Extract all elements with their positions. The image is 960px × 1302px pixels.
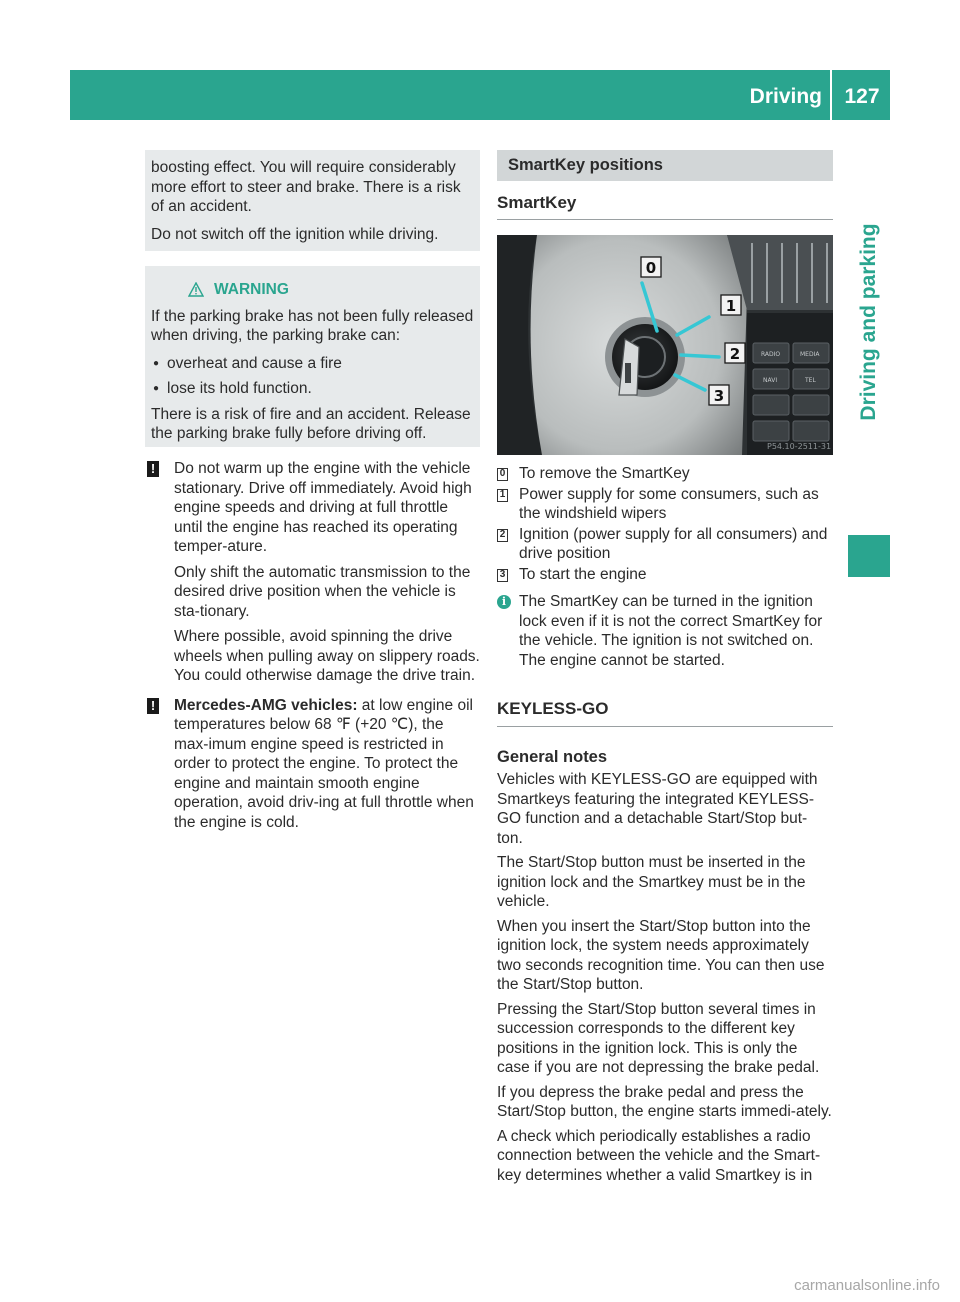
button-label-media: MEDIA: [800, 351, 820, 358]
bullet-icon: ●: [153, 383, 160, 394]
right-column: [497, 150, 833, 1190]
key-position-icon: 0: [497, 468, 508, 481]
callout-0: 0: [645, 259, 657, 277]
caution-box: [145, 150, 480, 251]
warning-box: [145, 266, 480, 447]
note-bold-lead: Mercedes-AMG vehicles:: [174, 696, 358, 714]
note-paragraph: Only shift the automatic transmission to the desired drive position when the vehicle is sta-tionary.: [174, 563, 471, 620]
list-item-text: To start the engine: [519, 565, 647, 583]
exclamation-icon: !: [147, 698, 159, 714]
list-item: [497, 485, 833, 524]
ignition-lock-photo: [497, 235, 833, 455]
list-item: [497, 525, 833, 564]
warning-intro: If the parking brake has not been fully released when driving, the parking brake can:: [151, 307, 474, 344]
photo-code: P54.10-2511-31: [767, 442, 832, 451]
callout-1: 1: [725, 297, 737, 315]
warning-outro: There is a risk of fire and an accident. Release the parking brake fully before driving off.: [151, 405, 471, 442]
key-position-list: [497, 464, 833, 584]
note-block: [145, 459, 480, 686]
body-paragraph: The Start/Stop button must be inserted in the ignition lock and the Smartkey must be in the vehicle.: [497, 854, 806, 910]
list-item-text: overheat and cause a fire: [167, 354, 342, 372]
button-label-navi: NAVI: [763, 377, 778, 384]
caution-paragraph: boosting effect. You will require considerably more effort to steer and brake. There is a risk of an accident.: [151, 159, 461, 215]
list-item: [151, 379, 474, 399]
chapter-title: Driving: [749, 85, 822, 108]
page-number: 127: [844, 85, 880, 108]
note-paragraph: [174, 696, 480, 833]
left-column: [145, 150, 480, 838]
ignition-lock-illustration: [497, 235, 833, 455]
body-paragraph: When you insert the Start/Stop button into the ignition lock, the system needs approximately two seconds recognition time. You can then use the Start/Stop button.: [497, 917, 825, 993]
body-paragraph: Vehicles with KEYLESS-GO are equipped with Smartkeys featuring the integrated KEYLESS-GO function and a detachable Start/Stop but-ton.: [497, 771, 818, 847]
key-position-icon: 3: [497, 569, 508, 582]
list-item: [497, 565, 833, 585]
list-item-text: Power supply for some consumers, such as the windshield wipers: [519, 485, 819, 522]
body-paragraph: If you depress the brake pedal and press the Start/Stop button, the engine starts immedi-ately.: [497, 1083, 832, 1120]
note-text: at low engine oil temperatures below 68 ℉ (+20 ℃), the max-imum engine speed is restricted in order to protect the engine. To protect the engine and maintain smooth engine operation, avoid driv-ing at full throttle when the engine is cold.: [174, 696, 474, 831]
side-tab-label: Driving and parking: [857, 223, 880, 421]
list-item-text: lose its hold function.: [167, 380, 312, 397]
body-text: [497, 770, 833, 1185]
bullet-icon: ●: [153, 357, 160, 369]
button-label-tel: TEL: [805, 377, 816, 384]
warning-title: WARNING: [214, 281, 289, 298]
key-position-icon: 1: [497, 489, 508, 502]
button-label-radio: RADIO: [761, 351, 781, 358]
side-tab: [848, 122, 890, 522]
exclamation-icon: !: [147, 461, 159, 477]
list-item-text: Ignition (power supply for all consumers) and drive position: [519, 525, 828, 562]
list-item-text: To remove the SmartKey: [519, 465, 690, 482]
callout-3: 3: [713, 387, 725, 405]
warning-triangle-icon: [188, 282, 204, 297]
list-item: [497, 464, 833, 484]
warning-heading: [151, 280, 474, 300]
info-icon: i: [497, 595, 511, 609]
section-heading-keyless: KEYLESS-GO: [497, 698, 833, 727]
subsection-heading: SmartKey: [497, 192, 833, 220]
key-position-icon: 2: [497, 529, 508, 542]
body-paragraph: A check which periodically establishes a radio connection between the vehicle and the Smart-key determines whether a valid Smartkey is in: [497, 1127, 821, 1184]
info-note: [497, 592, 833, 670]
footer-watermark: carmanualsonline.info: [794, 1277, 940, 1294]
callout-2: 2: [729, 345, 741, 363]
caution-paragraph: Do not switch off the ignition while driving.: [151, 225, 439, 243]
subsection-heading-general: General notes: [497, 748, 608, 766]
note-block: [145, 696, 480, 833]
header-separator: [830, 70, 832, 120]
list-item: [151, 354, 474, 374]
note-paragraph: Where possible, avoid spinning the drive wheels when pulling away on slippery roads. You could otherwise damage the drive train.: [174, 628, 480, 684]
side-tab-marker: [848, 535, 890, 577]
section-heading: SmartKey positions: [497, 150, 833, 181]
body-paragraph: Pressing the Start/Stop button several times in succession corresponds to the different key positions in the ignition lock. This is only the case if you are not depressing the brake pedal.: [497, 1000, 820, 1076]
note-paragraph: Do not warm up the engine with the vehicle stationary. Drive off immediately. Avoid high engine speeds and driving at full throttle until the engine has reached its operating temper-ature.: [174, 460, 472, 555]
info-text: The SmartKey can be turned in the ignition lock even if it is not the correct SmartKey for the vehicle. The ignition is not switched on. The engine cannot be started.: [519, 593, 823, 669]
